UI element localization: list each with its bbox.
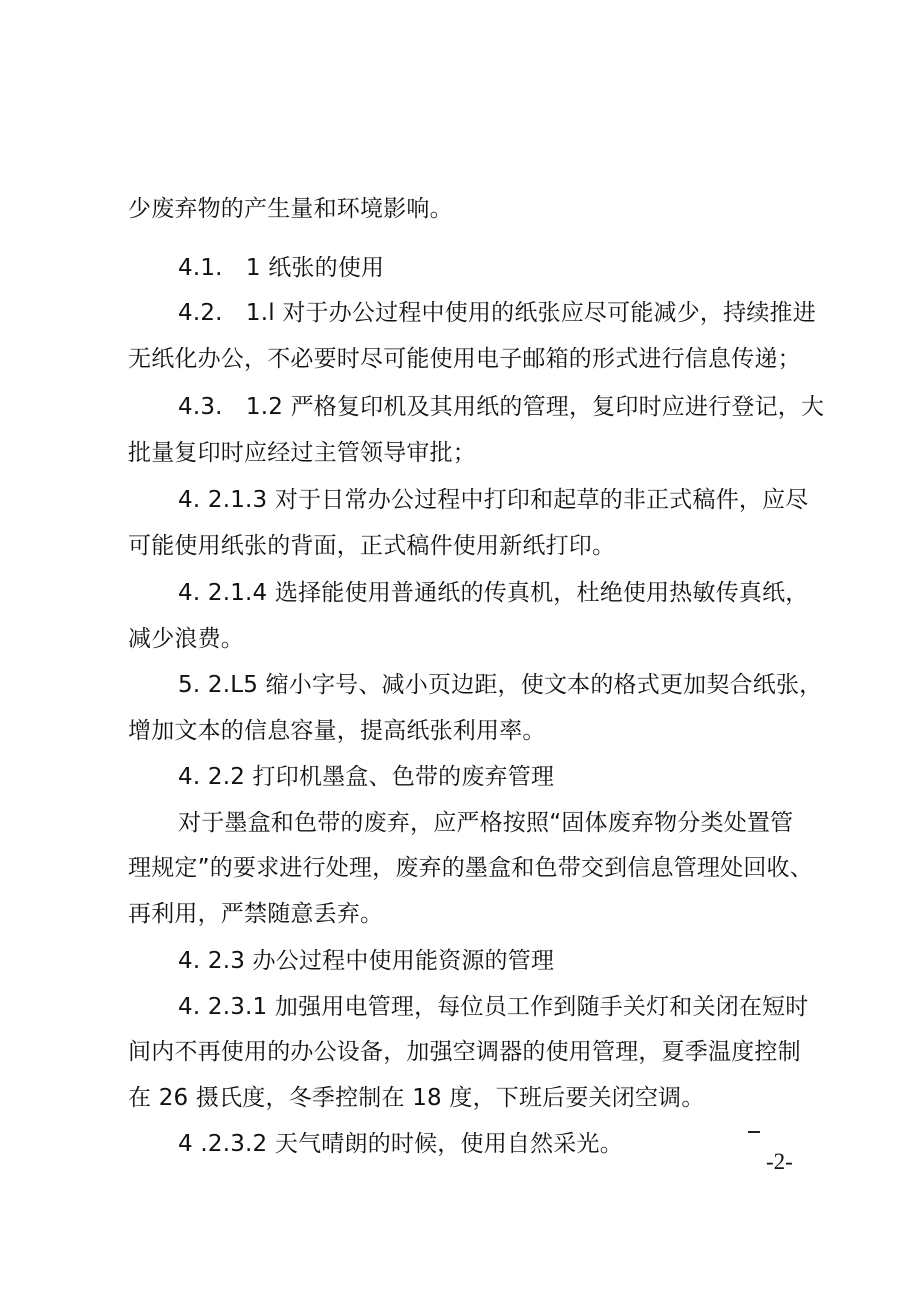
- paragraph-line: 增加文本的信息容量，提高纸张利用率。: [128, 718, 546, 744]
- paragraph-line: 4.3. 1.2 严格复印机及其用纸的管理，复印时应进行登记，大: [178, 394, 825, 420]
- paragraph-line: 对于墨盒和色带的废弃，应严格按照“固体废弃物分类处置管: [178, 810, 794, 836]
- paragraph-line: 理规定”的要求进行处理，废弃的墨盒和色带交到信息管理处回收、: [128, 855, 813, 881]
- page-number: -2-: [766, 1149, 793, 1174]
- paragraph-line: 批量复印时应经过主管领导审批；: [128, 440, 476, 466]
- paragraph-line: 4 .2.3.2 天气晴朗的时候，使用自然采光。: [178, 1131, 623, 1157]
- paragraph-line: 4. 2.1.4 选择能使用普通纸的传真机，杜绝使用热敏传真纸，: [178, 580, 809, 606]
- section-heading: 4. 2.2 打印机墨盒、色带的废弃管理: [178, 764, 555, 790]
- paragraph-line: 减少浪费。: [128, 626, 244, 652]
- section-heading: 4. 2.3 办公过程中使用能资源的管理: [178, 948, 555, 974]
- paragraph-line: 间内不再使用的办公设备，加强空调器的使用管理，夏季温度控制: [128, 1039, 801, 1065]
- paragraph-line: 少废弃物的产生量和环境影响。: [128, 196, 453, 222]
- footer-mark: [748, 1131, 760, 1133]
- paragraph-line: 4.2. 1.l 对于办公过程中使用的纸张应尽可能减少，持续推进: [178, 300, 816, 326]
- section-heading: 4.1. 1 纸张的使用: [178, 255, 385, 281]
- paragraph-line: 5. 2.L5 缩小字号、减小页边距，使文本的格式更加契合纸张，: [178, 672, 823, 698]
- paragraph-line: 4. 2.3.1 加强用电管理，每位员工作到随手关灯和关闭在短时: [178, 994, 809, 1020]
- paragraph-line: 在 26 摄氏度，冬季控制在 18 度，下班后要关闭空调。: [128, 1085, 705, 1111]
- paragraph-line: 无纸化办公，不必要时尽可能使用电子邮箱的形式进行信息传递；: [128, 346, 801, 372]
- paragraph-line: 4. 2.1.3 对于日常办公过程中打印和起草的非正式稿件，应尽: [178, 487, 809, 513]
- paragraph-line: 再利用，严禁随意丢弃。: [128, 901, 384, 927]
- paragraph-line: 可能使用纸张的背面，正式稿件使用新纸打印。: [128, 533, 616, 559]
